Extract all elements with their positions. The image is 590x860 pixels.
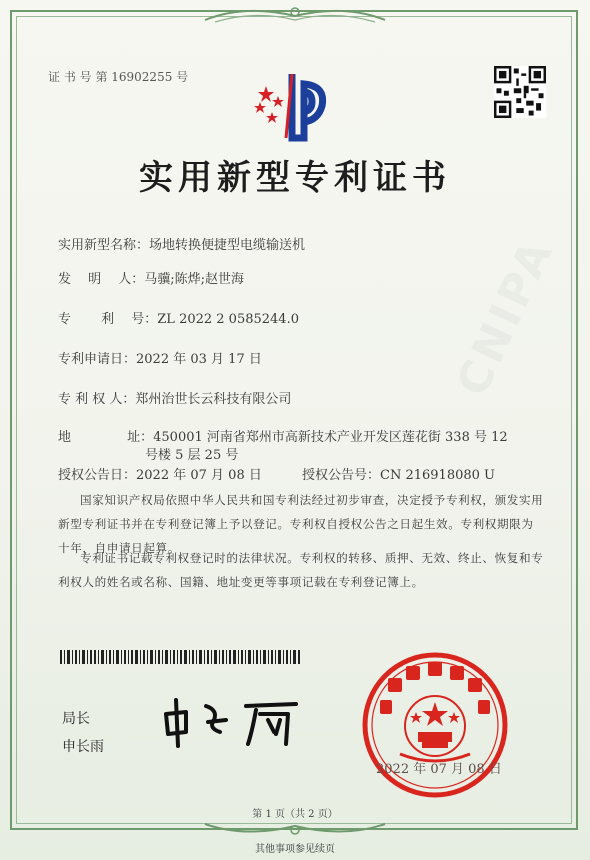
- field-inventor-label: 发 明 人：: [58, 272, 145, 287]
- page-number: 第 1 页（共 2 页）: [252, 809, 338, 820]
- field-announce-date: [58, 464, 262, 483]
- field-announce-date-label: 授权公告日：: [58, 468, 137, 483]
- bottom-ornament-icon: [195, 818, 395, 840]
- field-inventor-value: 马骥;陈烨;赵世海: [144, 272, 245, 287]
- field-announce-date-value: 2022 年 07 月 08 日: [136, 468, 262, 483]
- footer-note: 其他事项参见续页: [255, 844, 335, 855]
- field-address-line2: [145, 444, 238, 463]
- certificate-number: 证 书 号 第 16902255 号: [48, 70, 189, 84]
- signatory-title: 局长: [62, 711, 90, 727]
- field-address-value-line1: 450001 河南省郑州市高新技术产业开发区莲花街 338 号 12: [153, 430, 508, 445]
- field-filing-date-value: 2022 年 03 月 17 日: [136, 352, 262, 367]
- seal-date: 2022 年 07 月 08 日: [376, 762, 502, 777]
- field-name: [58, 234, 305, 253]
- field-patentee-value: 郑州治世长云科技有限公司: [135, 392, 292, 407]
- field-patent-no-value: ZL 2022 2 0585244.0: [157, 312, 299, 327]
- handwritten-signature-icon: [156, 692, 306, 748]
- field-name-value: 场地转换便捷型电缆输送机: [149, 238, 306, 253]
- paragraph-grant: 国家知识产权局依照中华人民共和国专利法经过初步审查，决定授予专利权，颁发实用新型专利证书并在专利登记簿上予以登记。专利权自授权公告之日起生效。专利权期限为十年，自申请日起算。: [58, 493, 544, 555]
- field-announce-no-value: CN 216918080 U: [380, 468, 495, 483]
- field-patentee: [58, 388, 291, 407]
- cnipa-logo-icon: [248, 66, 348, 146]
- field-patent-no: [58, 308, 299, 327]
- field-address: [58, 426, 508, 445]
- watermark: CNIPA: [447, 230, 565, 404]
- field-address-label: 地 址：: [58, 430, 154, 445]
- field-filing-date: [58, 348, 262, 367]
- signatory-name: 申长雨: [62, 739, 104, 755]
- field-patentee-label: 专 利 权 人：: [58, 392, 136, 407]
- top-ornament-icon: [195, 2, 395, 28]
- field-name-label: 实用新型名称：: [58, 238, 150, 253]
- field-announce-no-label: 授权公告号：: [302, 468, 381, 483]
- qr-code-icon: [494, 66, 546, 118]
- paragraph-legal-status: 专利证书记载专利权登记时的法律状况。专利权的转移、质押、无效、终止、恢复和专利权人的姓名或名称、国籍、地址变更等事项记载在专利登记簿上。: [58, 551, 544, 589]
- barcode-icon: [60, 650, 300, 664]
- field-announce-no: [302, 464, 495, 483]
- official-seal-icon: [360, 650, 510, 800]
- field-filing-date-label: 专利申请日：: [58, 352, 137, 367]
- field-patent-no-label: 专 利 号：: [58, 312, 158, 327]
- field-inventor: [58, 268, 244, 287]
- certificate-title: 实用新型专利证书: [139, 158, 451, 198]
- field-address-value-line2: 号楼 5 层 25 号: [145, 448, 239, 463]
